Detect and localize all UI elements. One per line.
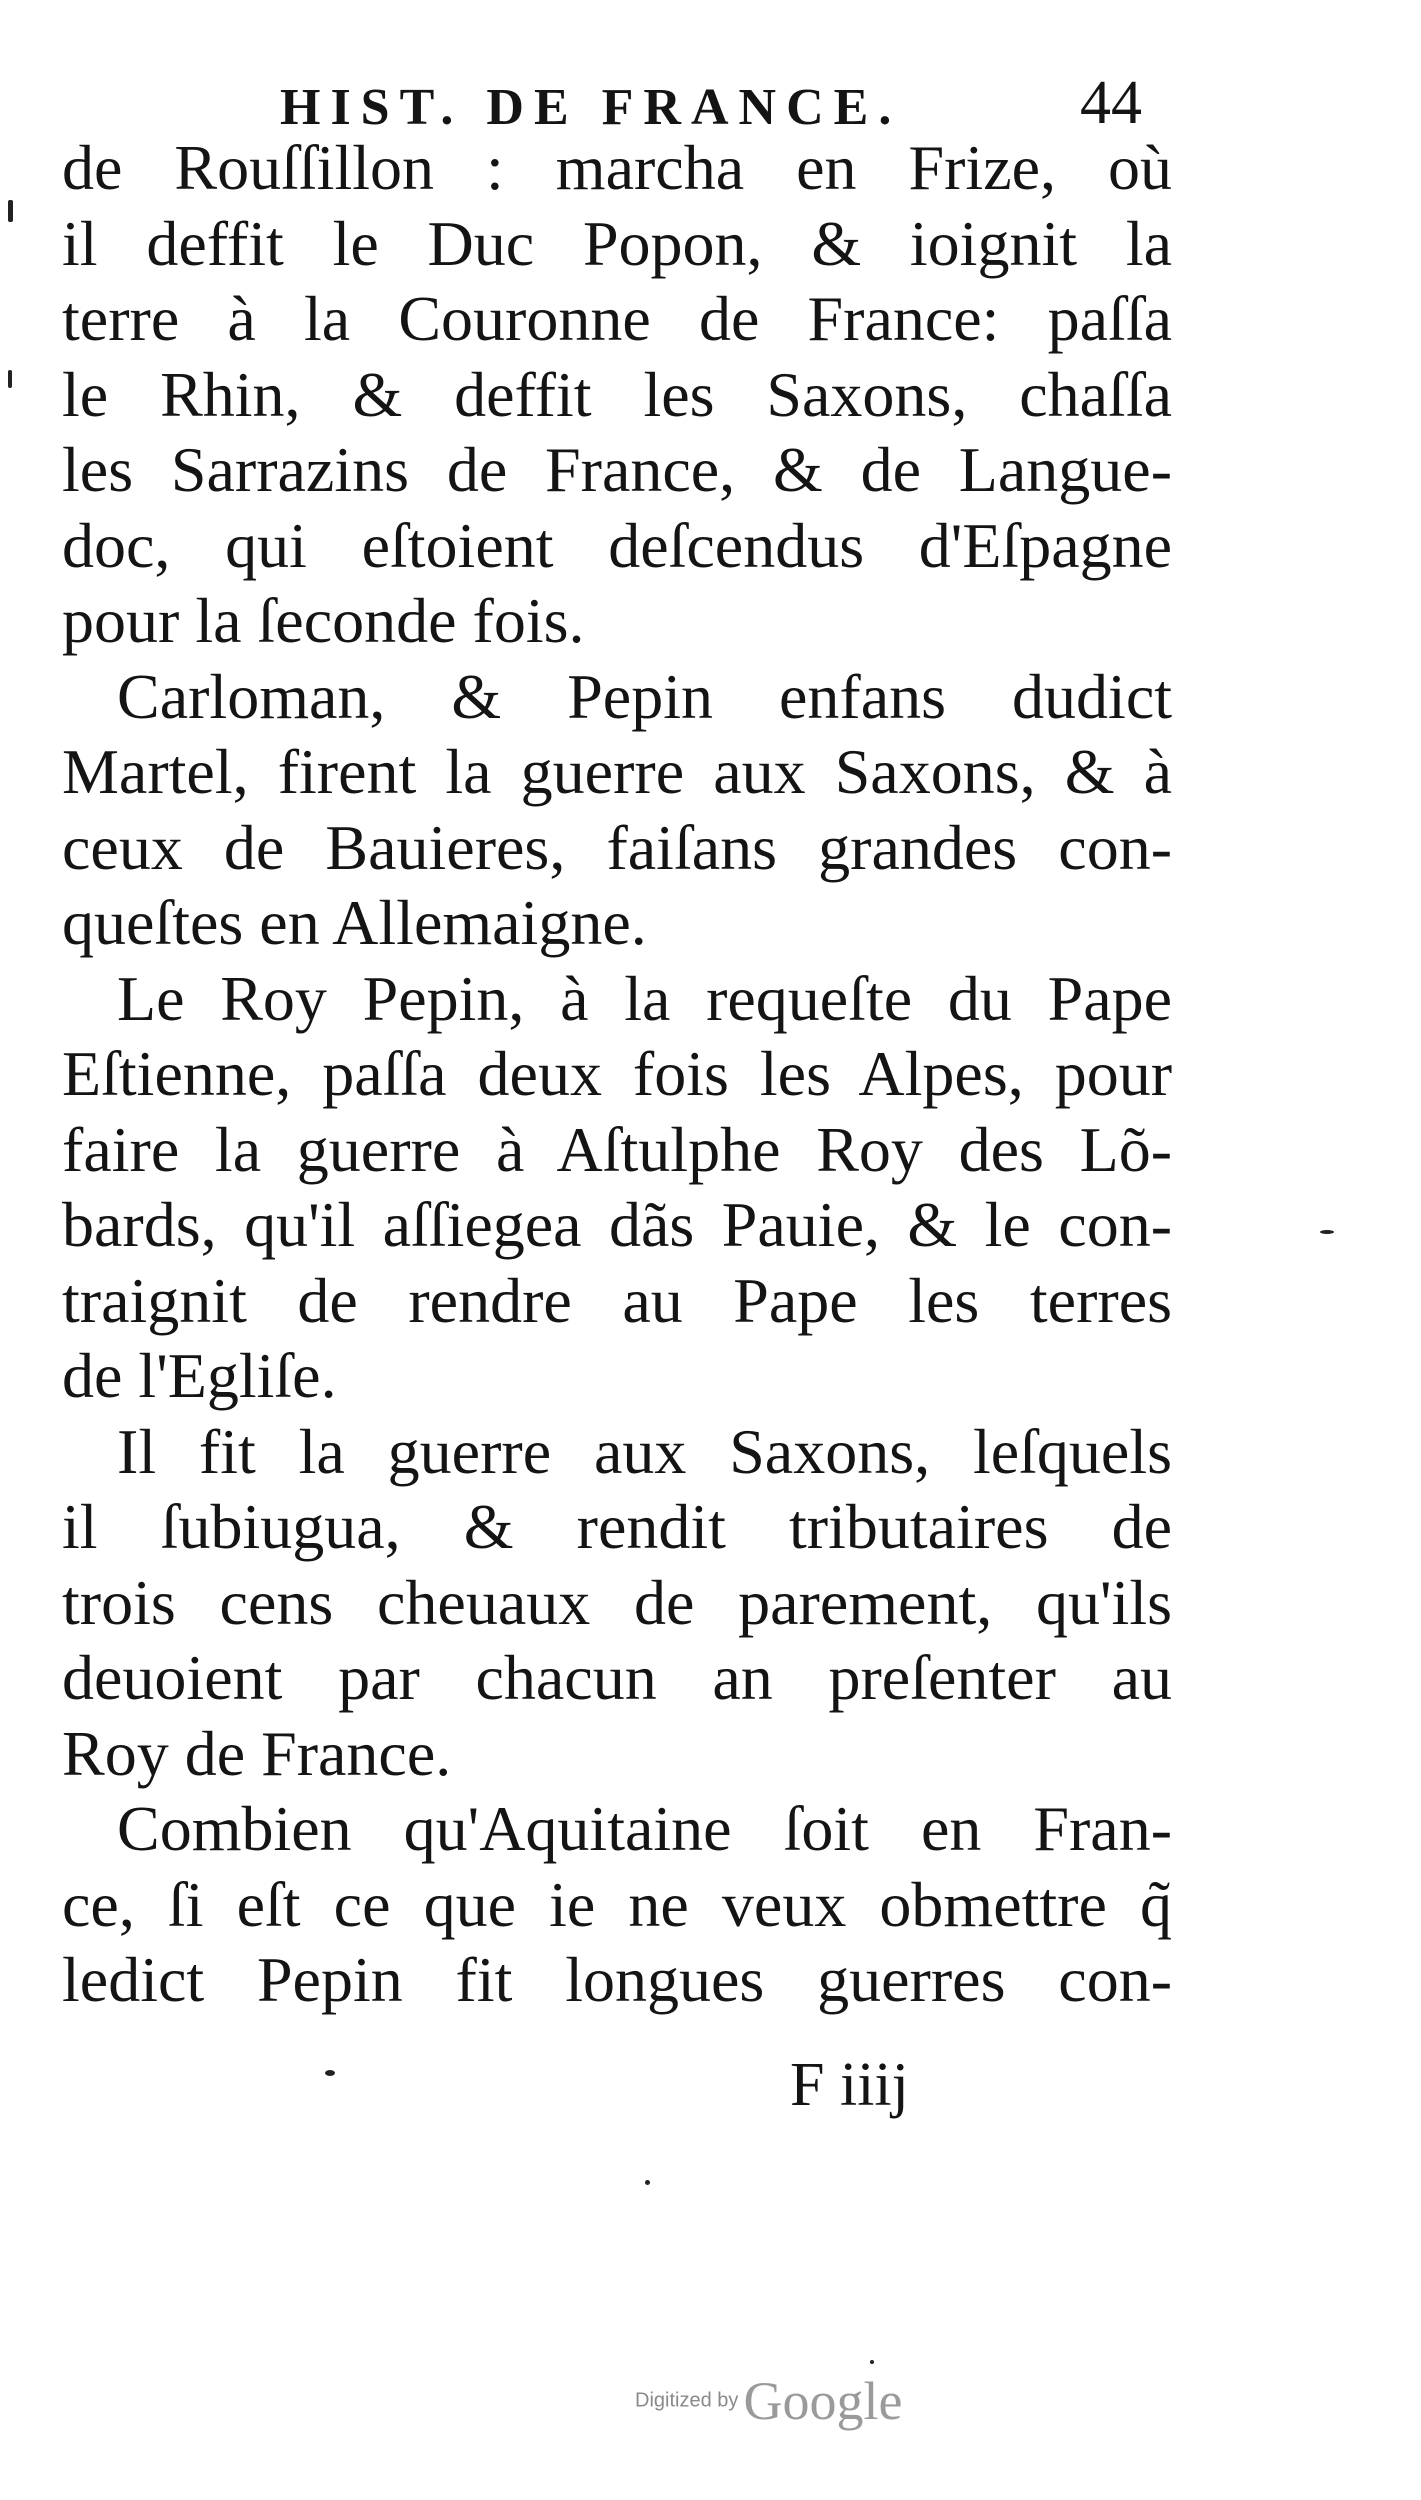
text-line: de l'Egliſe. (62, 1340, 337, 1411)
text-line: deuoient par chacun an preſenter au (62, 1642, 1172, 1713)
running-title: HIST. DE FRANCE. (280, 79, 902, 136)
ink-speck (8, 200, 13, 222)
text-line: queſtes en Allemaigne. (62, 887, 647, 958)
text-line: Le Roy Pepin, à la requeſte du Pape (117, 962, 1172, 1034)
text-line: doc, qui eſtoient deſcendus d'Eſpagne (62, 509, 1172, 581)
digitization-credit (635, 2370, 902, 2432)
digitized-by-label: Digitized by (635, 2389, 739, 2412)
text-line: ledict Pepin fit longues guerres con- (62, 1944, 1172, 2015)
ink-speck (8, 370, 12, 388)
text-line: il ſubiugua, & rendit tributaires de (62, 1491, 1172, 1562)
text-line: Combien qu'Aquitaine ſoit en Fran- (117, 1793, 1172, 1864)
text-line: Martel, firent la guerre aux Saxons, & à (62, 736, 1172, 807)
ink-speck (1320, 1230, 1334, 1234)
ink-speck (645, 2180, 650, 2185)
text-line: Carloman, & Pepin enfans dudict (117, 660, 1172, 732)
text-line: traignit de rendre au Pape les terres (62, 1264, 1172, 1336)
text-line: ceux de Bauieres, faiſans grandes con- (62, 811, 1172, 883)
body-text (62, 130, 1172, 2018)
google-logo: Google (743, 2371, 903, 2431)
text-line: trois cens cheuaux de parement, qu'ils (62, 1566, 1172, 1638)
text-line: les Sarrazins de France, & de Langue- (62, 434, 1172, 505)
text-line: terre à la Couronne de France: paſſa (62, 283, 1172, 354)
text-line: Eſtienne, paſſa deux fois les Alpes, pour (62, 1038, 1172, 1109)
text-line: faire la guerre à Aſtulphe Roy des Lõ- (62, 1113, 1172, 1185)
ink-speck (325, 2070, 335, 2076)
text-line: Roy de France. (62, 1717, 452, 1789)
ink-speck (870, 2360, 874, 2364)
text-line: pour la ſeconde fois. (62, 585, 585, 656)
text-line: ce, ſi eſt ce que ie ne veux obmettre q̃ (62, 1868, 1172, 1940)
page-number: 44 (1080, 69, 1142, 137)
text-line: Il fit la guerre aux Saxons, leſquels (117, 1415, 1172, 1487)
text-line: le Rhin, & deffit les Saxons, chaſſa (62, 358, 1172, 430)
text-line: de Rouſſillon : marcha en Frize, où (62, 132, 1172, 203)
signature-mark: F iiij (790, 2051, 909, 2119)
text-line: bards, qu'il aſſiegea dãs Pauie, & le con- (62, 1189, 1172, 1260)
text-line: il deffit le Duc Popon, & ioignit la (62, 207, 1172, 279)
